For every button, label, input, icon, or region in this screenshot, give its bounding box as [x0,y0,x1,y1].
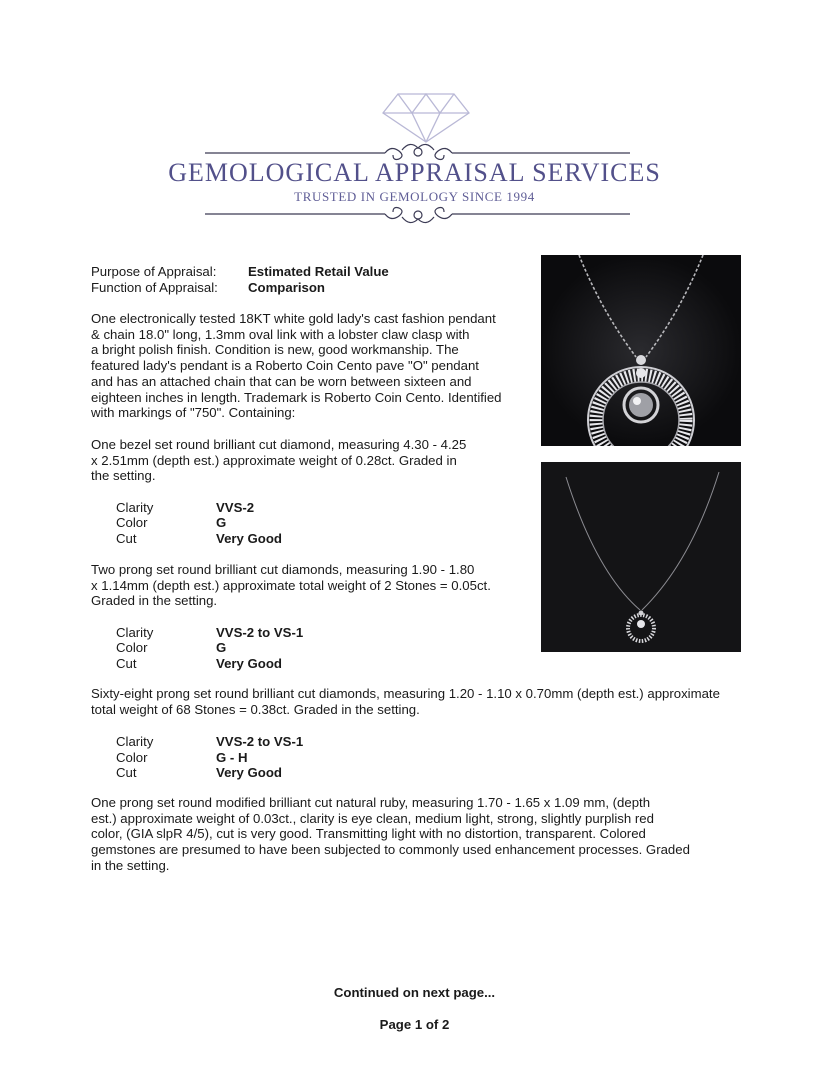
stone-description [91,562,491,609]
stone-text-line: x 2.51mm (depth est.) approximate weight of 0.28ct. Graded in [91,452,457,468]
grade-label: Clarity [116,625,154,640]
description-line: with markings of "750". Containing: [91,405,296,421]
description-line: a bright polish finish. Condition is new, good workmanship. The [91,342,459,358]
stone-text-line: Sixty-eight prong set round brilliant cut diamonds, measuring 1.20 - 1.10 x 0.70mm (depth est.) approximate [91,686,720,701]
necklace-full-image [541,462,741,652]
function-value: Comparison [248,280,325,295]
grade-value: Very Good [216,765,282,780]
pendant-closeup-photo [541,255,741,446]
stone-text-line: One prong set round modified brilliant cut natural ruby, measuring 1.70 - 1.65 x 1.09 mm, (depth [91,795,651,810]
grade-value: G [216,515,227,530]
grade-value: Very Good [216,656,282,671]
grade-label: Color [116,750,148,765]
grade-value: VVS-2 to VS-1 [216,625,304,640]
grade-value: VVS-2 to VS-1 [216,734,304,749]
stone-text-line: Graded in the setting. [91,593,218,609]
grade-label: Color [116,515,148,530]
company-name: GEMOLOGICAL APPRAISAL SERVICES [168,158,661,187]
letterhead [0,0,829,240]
grade-label: Cut [116,531,137,546]
description-line: & chain 18.0" long, 1.3mm oval link with a lobster claw clasp with [91,326,470,342]
item-description [91,311,502,421]
stone-text-line: color, (GIA slpR 4/5), cut is very good. Transmitting light with no distortion, transparent. Colored [91,826,646,842]
diamond-icon [383,94,469,142]
description-line: eighteen inches in length. Trademark is Roberto Coin Cento. Identified [91,389,502,405]
ruby-description [91,795,690,874]
stone-text-line: One bezel set round brilliant cut diamond, measuring 4.30 - 4.25 [91,437,467,452]
stone-text-line: x 1.14mm (depth est.) approximate total weight of 2 Stones = 0.05ct. [91,577,491,593]
grade-label: Clarity [116,734,154,749]
description-line: and has an attached chain that can be worn between sixteen and [91,373,472,389]
stone-text-line: est.) approximate weight of 0.03ct., clarity is eye clean, medium light, strong, slightly purplish red [91,810,654,826]
description-line: featured lady's pendant is a Roberto Coin Cento pave "O" pendant [91,358,479,374]
grade-label: Clarity [116,500,154,515]
grade-value: G - H [216,750,248,765]
function-label: Function of Appraisal: [91,280,218,295]
description-line: One electronically tested 18KT white gold lady's cast fashion pendant [91,311,496,326]
pendant-closeup-image [541,255,741,446]
continued-note: Continued on next page... [333,985,496,1000]
stone-description [91,437,466,484]
grade-label: Color [116,640,148,655]
bottom-divider [205,208,630,223]
grade-label: Cut [116,656,137,671]
stone-text-line: Two prong set round brilliant cut diamonds, measuring 1.90 - 1.80 [91,562,475,577]
stone-text-line: total weight of 68 Stones = 0.38ct. Graded in the setting. [91,701,420,717]
stone-text-line: the setting. [91,468,156,484]
grade-value: VVS-2 [216,500,255,515]
purpose-value: Estimated Retail Value [248,264,389,279]
stone-text-line: in the setting. [91,857,170,873]
stone-text-line: gemstones are presumed to have been subjected to commonly used enhancement processes. Graded [91,842,690,858]
company-tagline: TRUSTED IN GEMOLOGY SINCE 1994 [294,189,535,204]
stone-description [91,686,720,717]
necklace-full-photo [541,462,741,652]
grade-label: Cut [116,765,137,780]
grade-value: G [216,640,227,655]
page-number: Page 1 of 2 [379,1017,450,1032]
purpose-label: Purpose of Appraisal: [91,264,217,279]
grade-value: Very Good [216,531,282,546]
